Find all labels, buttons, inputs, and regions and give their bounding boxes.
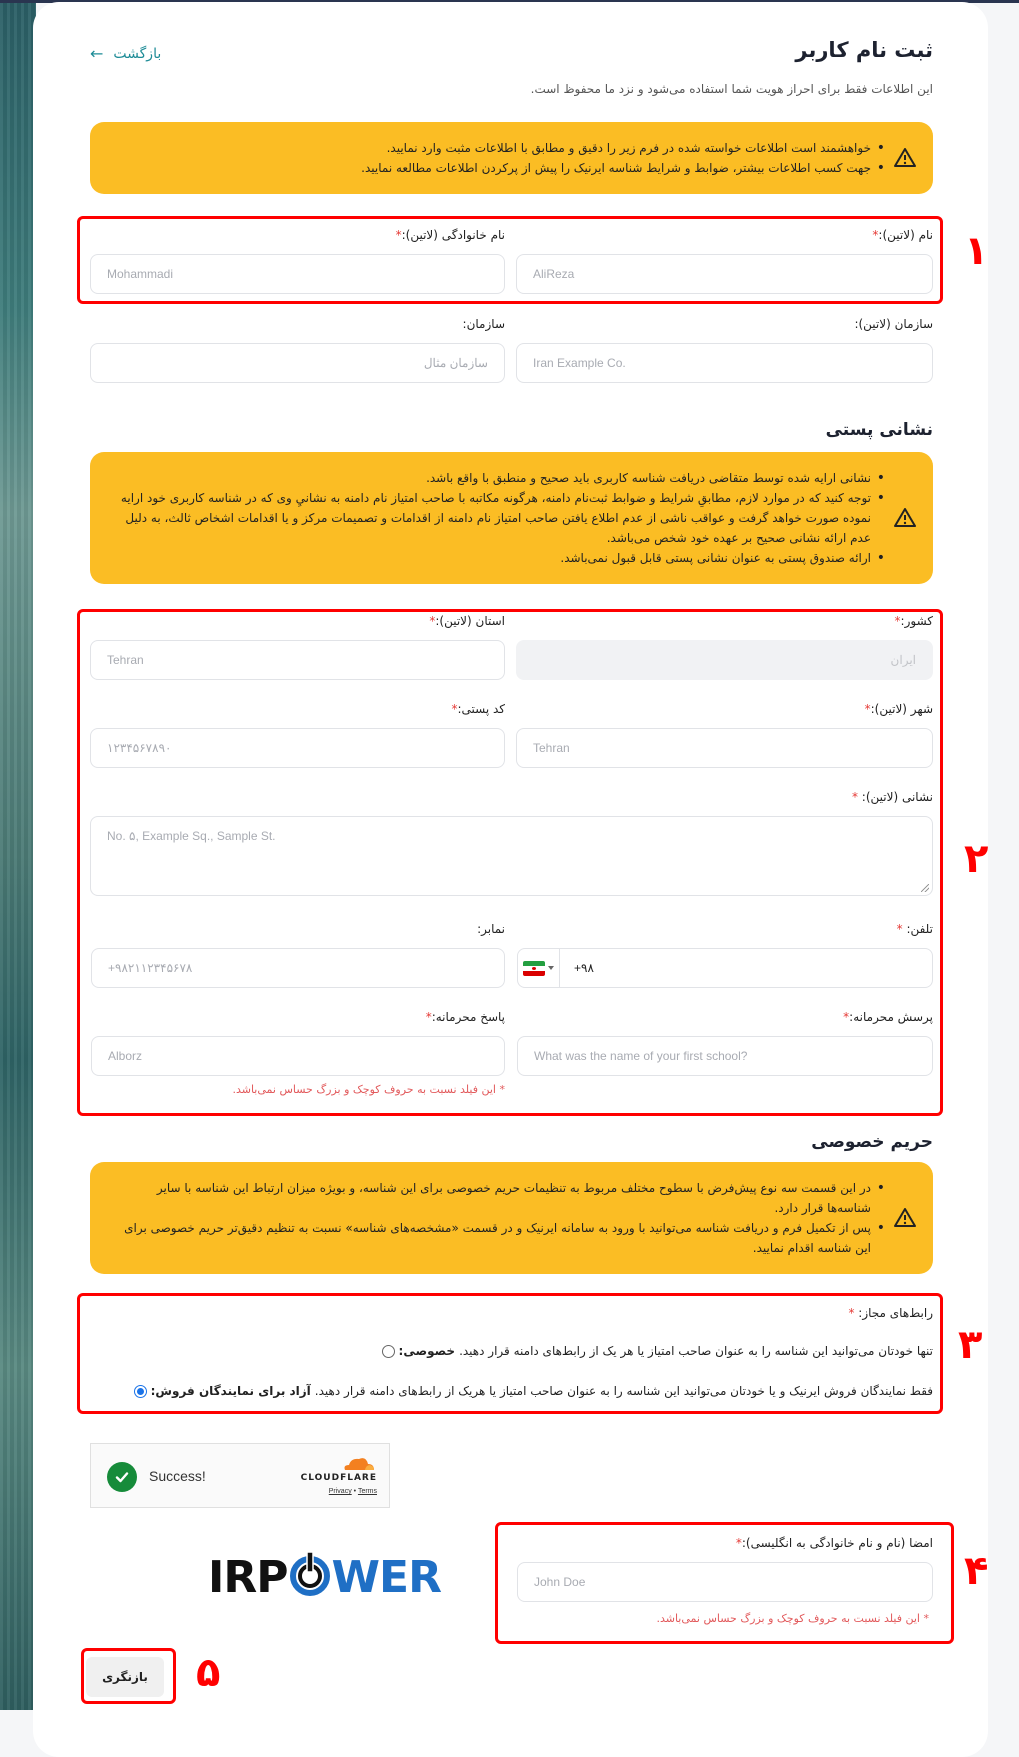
postal-code-input[interactable]: ۱۲۳۴۵۶۷۸۹۰	[90, 728, 505, 768]
city-field	[516, 702, 933, 770]
org-label: سازمان:	[462, 317, 505, 331]
phone-input[interactable]	[517, 948, 933, 988]
secret-answer-label: پاسخ محرمانه:*	[425, 1010, 505, 1024]
alert-item: • توجه کنید که در موارد لازم، مطابقِ شرایط و ضوابط ثبت‌نام دامنه، هرگونه مکاتبه با صاحب امتیاز نام دامنه به نشانيِ وی که در شناسه کاربری خود ارایه نموده صورت خواهد گرفت و عواقب ناشی از عدم اطلاع یافتن صاحب امتیاز نام دامنه از اقدامات و تصمیمات مرکز و یا اقدامات اشخاص ثالث، به دلیل عدم ارائه نشانی صحیح بر عهده خود شخص می‌باشد.	[120, 488, 885, 548]
last-name-field	[90, 228, 505, 296]
first-name-label: نام (لاتین):*	[872, 228, 933, 242]
secret-question-label: پرسش محرمانه:*	[843, 1010, 933, 1024]
phone-value: +۹۸	[574, 961, 594, 975]
warning-triangle-icon	[893, 506, 917, 530]
top-alert-list	[120, 138, 885, 178]
org-latin-input[interactable]: Iran Example Co.	[516, 343, 933, 383]
country-field	[516, 614, 933, 682]
province-label: استان (لاتین):*	[429, 614, 505, 628]
postal-code-field	[90, 702, 505, 770]
radio-resellers-desc: فقط نمایندگان فروش ایرنیک و یا خودتان می‌توانید این شناسه را به عنوان صاحب امتیاز یا هریک از رابط‌های دامنه قرار دهید.	[314, 1384, 933, 1398]
fax-field	[91, 922, 505, 990]
signature-field	[517, 1536, 933, 1604]
arrow-left-icon: ←	[90, 44, 104, 63]
phone-field	[517, 922, 933, 990]
alert-item: • در این قسمت سه نوع پیش‌فرض با سطوح مختلف مربوط به تنظیمات حریم خصوصی برای این شناسه، و بویژه میزان ارتباط این شناسه با سایر شناسه‌ها قرار دارد.	[120, 1178, 885, 1218]
radio-private-title: خصوصی:	[398, 1344, 456, 1358]
alert-item: • نشانی ارایه شده توسط متقاضی دریافت شناسه کاربری باید صحیح و منطبق با واقع باشد.	[120, 468, 885, 488]
cloudflare-wordmark: CLOUDFLARE	[300, 1473, 377, 1483]
annotation-number-5: ۵	[196, 1650, 221, 1696]
terms-link[interactable]: Terms	[357, 1488, 377, 1495]
last-name-label: نام خانوادگی (لاتین):*	[395, 228, 505, 242]
postal-code-label: کد پستی:*	[451, 702, 505, 716]
phone-label: تلفن: *	[896, 922, 933, 936]
postal-alert-list	[120, 468, 885, 568]
warning-triangle-icon	[893, 1206, 917, 1230]
back-link[interactable]	[90, 46, 161, 62]
address-textarea[interactable]	[90, 816, 933, 896]
radio-button[interactable]	[382, 1345, 395, 1358]
annotation-number-3: ۳	[958, 1322, 983, 1368]
country-label: کشور:*	[894, 614, 933, 628]
annotation-number-1: ۱	[964, 228, 989, 274]
org-field	[90, 317, 505, 385]
secret-answer-input[interactable]: Alborz	[91, 1036, 505, 1076]
fax-input[interactable]: +۹۸۲۱۱۲۳۴۵۶۷۸	[91, 948, 505, 988]
warning-triangle-icon	[893, 146, 917, 170]
privacy-section-title: حریم خصوصی	[811, 1132, 933, 1152]
caret-down-icon	[548, 966, 554, 970]
org-latin-label: سازمان (لاتین):	[854, 317, 933, 331]
first-name-input[interactable]: AliReza	[516, 254, 933, 294]
secret-question-field	[517, 1010, 933, 1078]
alert-item: • خواهشمند است اطلاعات خواسته شده در فرم زیر را دقیق و مطابق با اطلاعات مثبت وارد نمایید.	[120, 138, 885, 158]
secret-question-input[interactable]: What was the name of your first school?	[517, 1036, 933, 1076]
cloudflare-captcha-widget[interactable]	[90, 1443, 390, 1508]
city-input[interactable]: Tehran	[516, 728, 933, 768]
allowed-contacts-label: رابط‌های مجاز: *	[848, 1306, 933, 1320]
annotation-number-2: ۲	[964, 836, 989, 882]
page-header	[90, 38, 933, 98]
signature-input[interactable]: John Doe	[517, 1562, 933, 1602]
postal-alert	[90, 452, 933, 584]
power-o-icon	[288, 1556, 332, 1596]
address-placeholder: No. ۵, Example Sq., Sample St.	[107, 829, 276, 843]
page-title: ثبت نام کاربر	[795, 38, 933, 62]
province-field	[90, 614, 505, 682]
irpower-logo	[208, 1548, 448, 1604]
back-label: بازگشت	[113, 46, 162, 62]
background-image	[0, 0, 36, 1710]
privacy-link[interactable]: Privacy	[328, 1488, 352, 1495]
country-select[interactable]: ایران	[516, 640, 933, 680]
case-insensitive-hint: * این فیلد نسبت به حروف کوچک و بزرگ حساس نمی‌باشد.	[232, 1083, 505, 1096]
alert-item: • ارائه صندوق پستی به عنوان نشانی پستی قابل قبول نمی‌باشد.	[120, 548, 885, 568]
cloudflare-cloud-icon	[341, 1455, 375, 1471]
top-alert	[90, 122, 933, 194]
secret-answer-field	[91, 1010, 505, 1078]
postal-section-title: نشانی پستی	[825, 420, 933, 440]
iran-flag-icon	[523, 961, 545, 976]
resize-handle-icon[interactable]	[921, 884, 929, 892]
fax-label: نمابر:	[477, 922, 505, 936]
annotation-number-4: ۴	[964, 1548, 989, 1594]
province-input[interactable]: Tehran	[90, 640, 505, 680]
privacy-alert	[90, 1162, 933, 1274]
country-code-dropdown[interactable]	[518, 949, 560, 987]
first-name-field	[516, 228, 933, 296]
org-input[interactable]: سازمان مثال	[90, 343, 505, 383]
alert-item: • جهت کسب اطلاعات بیشتر، ضوابط و شرایط شناسه ایرنیک را پیش از پرکردن اطلاعات مطالعه نمایید.	[120, 158, 885, 178]
captcha-links: Privacy • Terms	[328, 1488, 377, 1495]
radio-private-desc: تنها خودتان می‌توانید این شناسه را به عنوان صاحب امتیاز یا هر یک از رابط‌های دامنه قرار دهید.	[459, 1344, 933, 1358]
signature-label: امضا (نام و نام خانوادگی به انگلیسی):*	[735, 1536, 933, 1550]
radio-private[interactable]	[382, 1344, 933, 1358]
org-latin-field	[516, 317, 933, 385]
reset-button[interactable]: بازنگری	[86, 1657, 164, 1697]
success-check-icon	[107, 1462, 137, 1492]
address-label: نشانی (لاتین): *	[851, 790, 933, 804]
radio-button-checked[interactable]	[134, 1385, 147, 1398]
last-name-input[interactable]: Mohammadi	[90, 254, 505, 294]
city-label: شهر (لاتین):*	[864, 702, 933, 716]
alert-item: • پس از تکمیل فرم و دریافت شناسه می‌توانید با ورود به سامانه ایرنیک و در قسمت «مشخصه‌های شناسه» نسبت به تنظیم دقیق‌تر حریم خصوصی برای این شناسه اقدام نمایید.	[120, 1218, 885, 1258]
radio-resellers[interactable]	[134, 1384, 933, 1398]
captcha-status: Success!	[149, 1468, 206, 1484]
signature-hint: * این فیلد نسبت به حروف کوچک و بزرگ حساس نمی‌باشد.	[656, 1612, 929, 1625]
page-subtitle: این اطلاعات فقط برای احراز هویت شما استفاده می‌شود و نزد ما محفوظ است.	[530, 82, 933, 96]
radio-resellers-title: آزاد برای نمایندگان فروش:	[150, 1384, 311, 1398]
address-field	[90, 790, 933, 898]
privacy-alert-list	[120, 1178, 885, 1258]
logo-text: IRP WER	[208, 1552, 441, 1603]
